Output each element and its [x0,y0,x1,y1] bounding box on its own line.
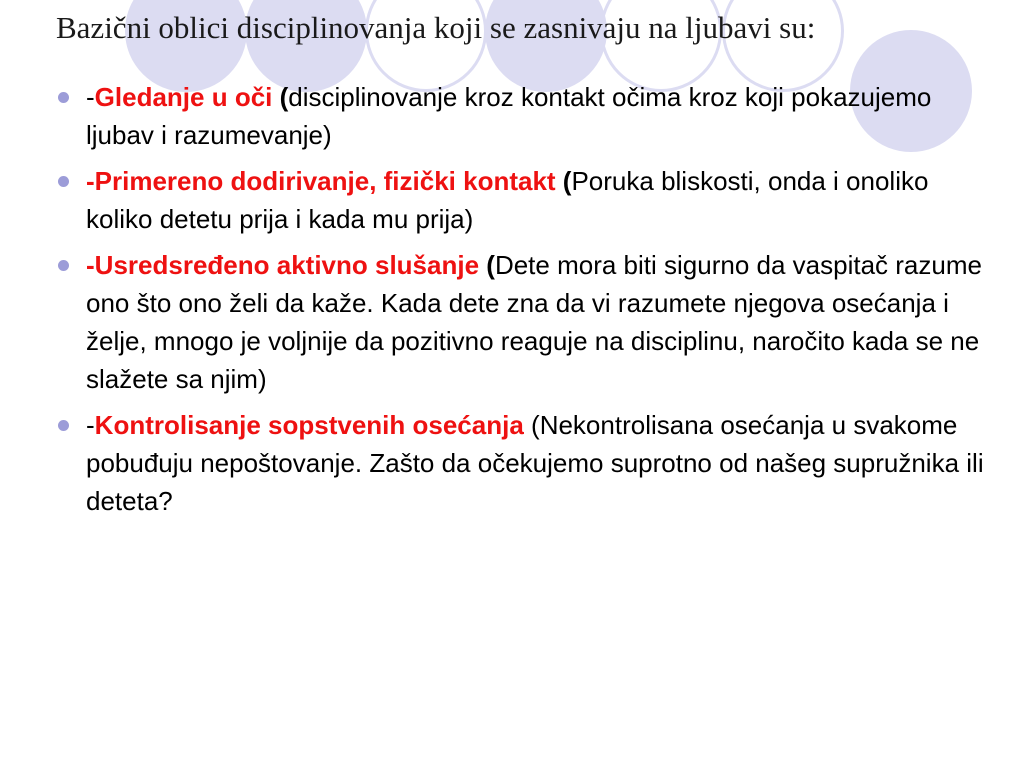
bullet-open-paren: ( [555,166,572,196]
bullet-highlight: Kontrolisanje sopstvenih osećanja [94,410,524,440]
bullet-open-paren [524,410,531,440]
bullet-prefix: - [86,410,95,440]
slide-title: Bazični oblici disciplinovanja koji se zasnivaju na ljubavi su: [56,10,816,45]
bullet-prefix: - [86,82,95,112]
bullet-item [56,162,986,238]
bullet-prefix: - [86,250,95,280]
bullet-item [56,246,986,398]
bullet-prefix: - [86,166,95,196]
bullet-highlight: Gledanje u oči [94,82,273,112]
bullet-item [56,78,986,154]
bullet-icon [58,176,69,187]
bullet-highlight: Usredsređeno aktivno slušanje [94,250,480,280]
bullet-icon [58,260,69,271]
bullet-text: (Nekontrolisana osećanja u svakome pobuđuju nepoštovanje. Zašto da očekujemo suprotno od našeg supružnika ili deteta? [86,410,984,516]
bullet-text: Poruka bliskosti, onda i onoliko koliko detetu prija i kada mu prija) [86,166,929,234]
bullet-icon [58,92,69,103]
bullet-item [56,406,986,520]
bullet-open-paren: ( [272,82,289,112]
bullet-list [56,78,986,528]
bullet-highlight: Primereno dodirivanje, fizički kontakt [94,166,556,196]
bullet-text: Dete mora biti sigurno da vaspitač razume ono što ono želi da kaže. Kada dete zna da vi razumete njegova osećanja i želje, mnogo je voljnije da pozitivno reaguje na disciplinu, naročito kada se ne slažete sa njim) [86,250,982,394]
bullet-icon [58,420,69,431]
bullet-text: disciplinovanje kroz kontakt očima kroz koji pokazujemo ljubav i razumevanje) [86,82,932,150]
bullet-open-paren: ( [479,250,495,280]
